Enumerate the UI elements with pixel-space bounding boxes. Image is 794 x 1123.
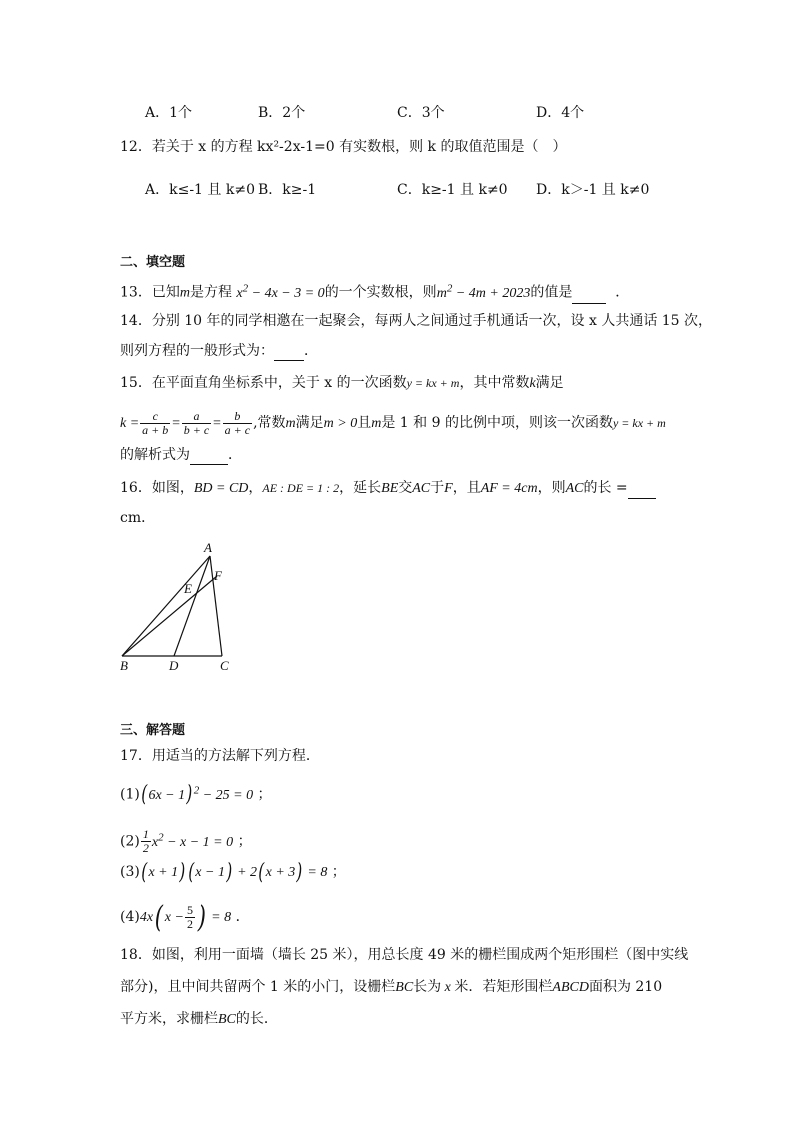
q17-part2-equation: $x^2 - x - 1 = 0$ [151, 831, 234, 850]
q14-blank [274, 346, 304, 361]
q18-line3b: 的长． [235, 1011, 278, 1027]
q17-part1: $(1)(6x - 1)^2 - 25 = 0$ ； [120, 782, 272, 808]
q15-line3 [120, 445, 242, 465]
q18-line2d: 面积为 210 [588, 979, 663, 995]
segment-ad [174, 556, 210, 656]
segment-bf [122, 576, 217, 656]
q16-text-e: 于 [430, 480, 445, 496]
q12-option-c: C．k≥-1 且 k≠0 [397, 182, 508, 198]
section-title-fill-in: 二、填空题 [120, 255, 186, 270]
q16-ac: AC [412, 481, 431, 496]
q17-part2-tag: (2) [120, 833, 140, 850]
q15-function2: y = kx + m [612, 416, 666, 430]
q15-line2: k = $\frac{c}{a + b}$ = $\frac{a}{b + c}$ = $\frac{b}{a + c}$ ,常数m满足m > 0且m是 1 和 9 的比例中项，则该一次函数y = kx + m [120, 408, 666, 437]
q13-expression: $m^2 - 4m + 2023$ [436, 282, 531, 301]
q15-frac-a-over-bc: $\frac{a}{b + c}$ [183, 408, 210, 437]
q17-part1-equation: $(6x - 1)^2 - 25 = 0$ [141, 782, 254, 808]
q16-text-b: ， [248, 480, 263, 496]
q17-part1-tag: (1) [120, 786, 140, 803]
q15-line3-text: 的解析式为 [120, 447, 190, 463]
q16-text-c: ，延长 [339, 480, 382, 496]
q18-line2a: 部分)，且中间共留两个 1 米的小门，设栅栏 [120, 979, 396, 995]
q17-part3-tag: (3) [120, 864, 140, 880]
q13-blank [572, 289, 606, 304]
q13-end: ． [615, 284, 630, 301]
q17-part3-equation: (x + 1) (x − 1) + 2(x + 3) = 8 [141, 859, 328, 885]
label-c: C [220, 658, 229, 673]
q16-line1 [120, 478, 656, 499]
q13-text-c: 的一个实数根，则 [324, 284, 437, 301]
q15-k-eq: k = [120, 416, 140, 431]
q13-var-m: m [179, 285, 190, 301]
q17-part4-tag: (4) [120, 909, 140, 925]
q13-equation: $x^2 - 4x - 3 = 0$ [236, 282, 325, 301]
q12-stem: 12．若关于 x 的方程 kx²-2x-1=0 有实数根，则 k 的取值范围是（ ） [120, 139, 567, 155]
q18-bc2: BC [218, 1012, 236, 1027]
label-a: A [204, 540, 212, 555]
segment-ac-side-ab [122, 556, 210, 656]
q17-part4-equation: 4x( x − $\frac{5}{2}$ ) = 8 [139, 899, 232, 935]
q15-mid2: 满足 [295, 415, 324, 431]
q16-text-h: 的长 = [583, 480, 628, 496]
q16-bd-cd: BD = CD [193, 481, 249, 496]
q16-ac2: AC [565, 481, 584, 496]
label-d: D [169, 658, 179, 673]
q18-line3 [120, 1009, 278, 1030]
q13 [120, 278, 629, 304]
q17-part2: (2) $\frac{1}{2}$ $x^2 - x - 1 = 0$ ； [120, 827, 252, 856]
q18-abcd: ABCD [552, 980, 589, 995]
q15-end: ． [228, 447, 242, 463]
q13-text-a: 13．已知 [120, 284, 180, 301]
q11-option-a: A．1个 [145, 105, 193, 121]
q16-be: BE [381, 481, 399, 496]
q15-mid4: 是 1 和 9 的比例中项，则该一次函数 [381, 415, 613, 431]
q16-line2: cm． [120, 510, 156, 526]
q12-option-b: B．k≥-1 [258, 182, 317, 198]
q14-line2 [120, 341, 318, 361]
q15-mid3: 且 [357, 415, 372, 431]
q18-line1: 18．如图，利用一面墙（墙长 25 米），用总长度 49 米的栅栏围成两个矩形围栏（图中实线 [120, 947, 689, 963]
q14-line1: 14．分别 10 年的同学相邀在一起聚会，每两人之间通过手机通话一次，设 x 人共通话 15 次， [120, 313, 713, 329]
q15-frac-c-over-ab: $\frac{c}{a + b}$ [142, 408, 169, 437]
label-e: E [184, 581, 192, 596]
q17-stem: 17．用适当的方法解下列方程． [120, 748, 320, 764]
q13-text-d: 的值是 [530, 284, 573, 301]
q15-var-m2: m [371, 416, 382, 431]
q15-line1 [120, 373, 564, 394]
q15-var-k: k [529, 376, 536, 391]
q15-m-positive: m > 0 [323, 416, 358, 431]
q16-text-d: 交 [398, 480, 413, 496]
q16-text-f: ，且 [452, 480, 481, 496]
q14-line2-text: 则列方程的一般形式为： [120, 343, 274, 359]
q13-text-b: 是方程 [189, 284, 232, 301]
q18-line2 [120, 977, 662, 998]
q14-end: ． [304, 343, 318, 359]
q11-option-c: C．3个 [397, 105, 445, 121]
q16-triangle-figure [112, 538, 242, 673]
q16-text-a: 16．如图， [120, 480, 194, 496]
q15-line1b: ，其中常数 [459, 375, 530, 391]
q18-line2b: 长为 [413, 979, 442, 995]
q16-f: F [444, 481, 453, 496]
q16-ratio: AE : DE = 1 : 2 [262, 481, 340, 495]
q15-line1-text: 15．在平面直角坐标系中，关于 x 的一次函数 [120, 375, 407, 391]
q12-option-d: D．k＞-1 且 k≠0 [536, 182, 650, 198]
q15-var-m: m [285, 416, 296, 431]
q16-text-g: ，则 [537, 480, 566, 496]
q17-part4: (4)4x( x − $\frac{5}{2}$ ) = 8 ． [120, 899, 250, 935]
q15-function: y = kx + m [406, 376, 460, 390]
q17-part3: (3)(x + 1) (x − 1) + 2(x + 3) = 8 ； [120, 859, 346, 885]
q15-mid1: ,常数 [253, 415, 286, 431]
q17-part2-half: $\frac{1}{2}$ [142, 827, 149, 856]
q11-option-d: D．4个 [536, 105, 585, 121]
q15-blank [190, 450, 228, 465]
label-f: F [214, 568, 222, 583]
label-b: B [120, 658, 128, 673]
q18-bc: BC [395, 980, 414, 995]
section-title-solve: 三、解答题 [120, 723, 186, 738]
q18-x: x [441, 980, 455, 995]
q18-line3a: 平方米，求栅栏 [120, 1011, 218, 1027]
q16-af: AF = 4cm [480, 481, 538, 496]
q18-line2c: 米．若矩形围栏 [454, 979, 553, 995]
q15-line1c: 满足 [535, 375, 564, 391]
q15-frac-b-over-ac: $\frac{b}{a + c}$ [224, 408, 251, 437]
q16-blank [628, 484, 656, 499]
q11-option-b: B．2个 [258, 105, 306, 121]
q12-option-a: A．k≤-1 且 k≠0 [145, 182, 255, 198]
